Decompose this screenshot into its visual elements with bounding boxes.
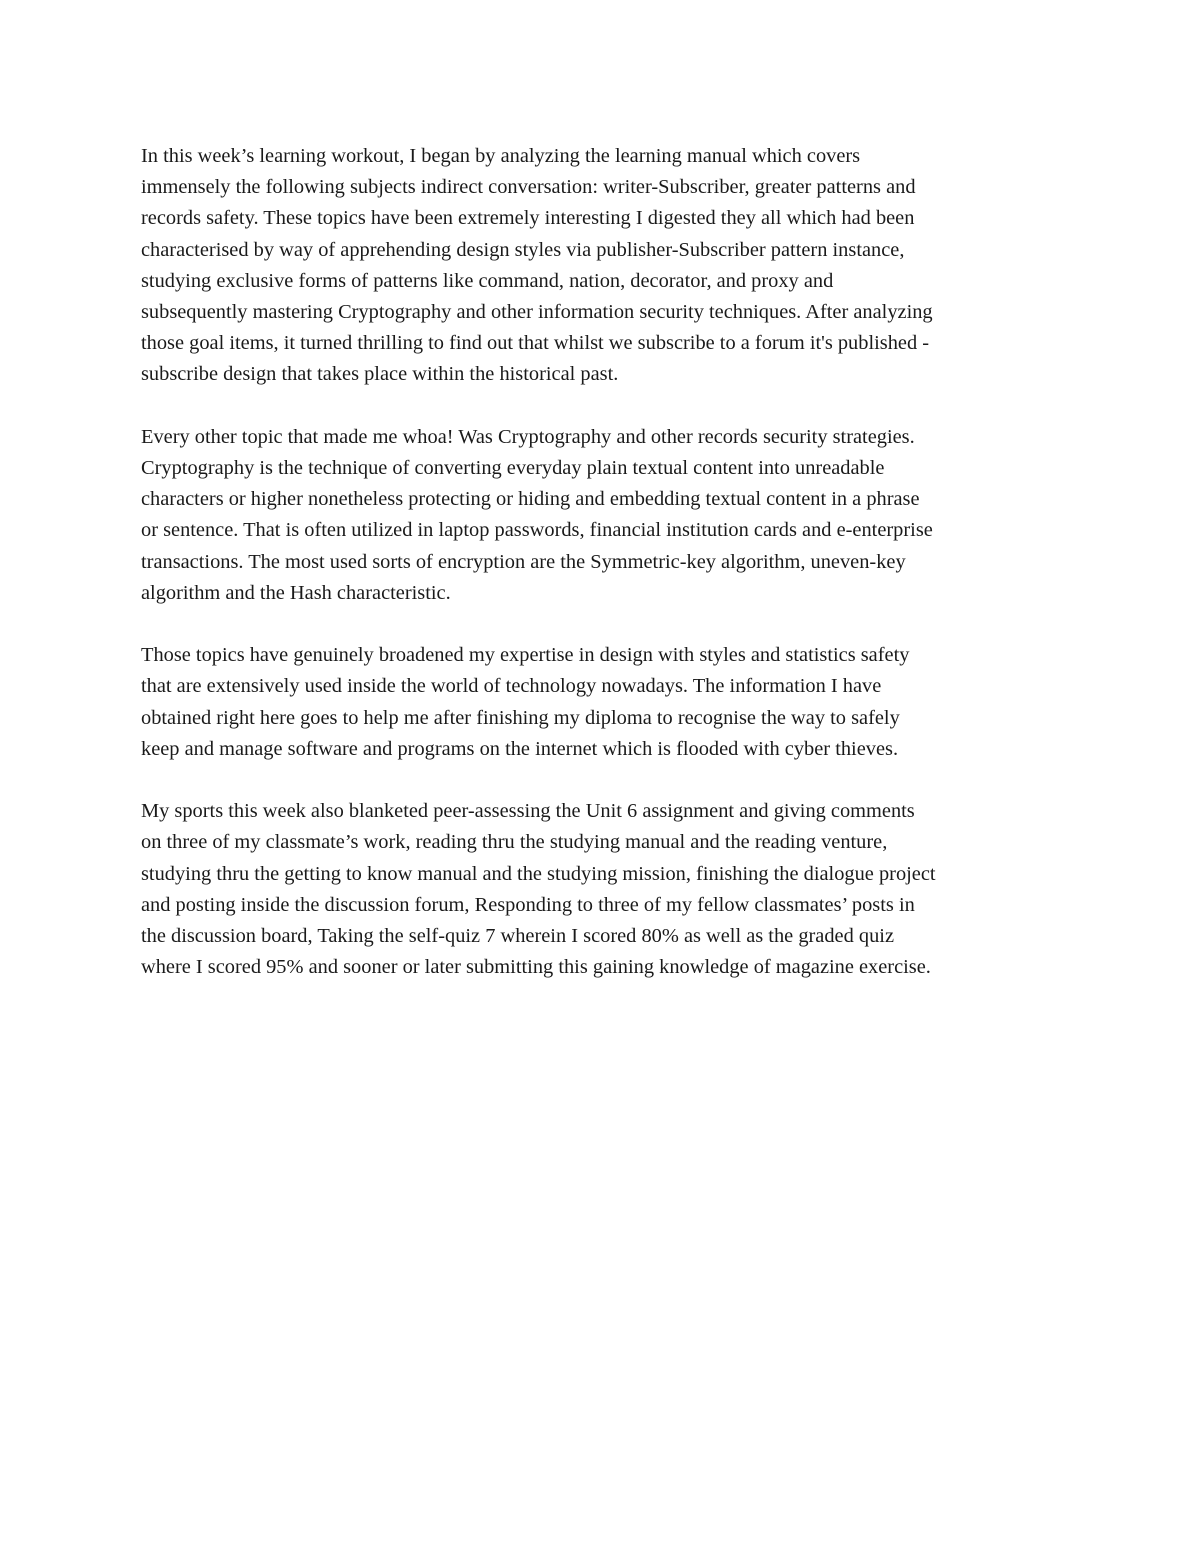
paragraph-line: obtained right here goes to help me after finishing my diploma to recognise the way to safely (141, 706, 900, 729)
paragraph-line: In this week’s learning workout, I began by analyzing the learning manual which covers (141, 145, 861, 167)
document-body (141, 141, 1063, 1015)
paragraph-learning-workout (141, 141, 1063, 391)
paragraph-line: that are extensively used inside the world of technology nowadays. The information I have (141, 675, 882, 698)
paragraph-line: Cryptography is the technique of converting everyday plain textual content into unreadable (141, 457, 885, 480)
paragraph-expertise (141, 640, 1063, 765)
paragraph-line: characters or higher nonetheless protecting or hiding and embedding textual content in a phrase (141, 488, 920, 511)
paragraph-line: subsequently mastering Cryptography and other information security techniques. After analyzing (141, 301, 933, 324)
paragraph-line: Those topics have genuinely broadened my expertise in design with styles and statistics safety (141, 644, 910, 667)
paragraph-line: immensely the following subjects indirect conversation: writer-Subscriber, greater patterns and (141, 176, 916, 199)
paragraph-line: transactions. The most used sorts of encryption are the Symmetric-key algorithm, uneven-key (141, 550, 906, 573)
paragraph-line: where I scored 95% and sooner or later submitting this gaining knowledge of magazine exercise. (141, 956, 931, 979)
paragraph-line: Every other topic that made me whoa! Was Cryptography and other records security strategies. (141, 425, 915, 448)
paragraph-line: studying thru the getting to know manual and the studying mission, finishing the dialogue project (141, 862, 936, 885)
paragraph-line: on three of my classmate’s work, reading thru the studying manual and the reading venture, (141, 831, 888, 854)
paragraph-line: subscribe design that takes place within the historical past. (141, 363, 619, 386)
paragraph-line: studying exclusive forms of patterns like command, nation, decorator, and proxy and (141, 269, 834, 292)
paragraph-activities (141, 796, 1063, 983)
paragraph-line: or sentence. That is often utilized in laptop passwords, financial institution cards and e-enterprise (141, 519, 933, 542)
paragraph-line: the discussion board, Taking the self-quiz 7 wherein I scored 80% as well as the graded quiz (141, 925, 894, 948)
paragraph-line: My sports this week also blanketed peer-assessing the Unit 6 assignment and giving comments (141, 800, 915, 823)
paragraph-line: algorithm and the Hash characteristic. (141, 581, 451, 604)
paragraph-cryptography (141, 422, 1063, 609)
paragraph-line: keep and manage software and programs on the internet which is flooded with cyber thieves. (141, 737, 899, 760)
paragraph-line: characterised by way of apprehending design styles via publisher-Subscriber pattern instance, (141, 238, 905, 261)
paragraph-line: those goal items, it turned thrilling to find out that whilst we subscribe to a forum it's published - (141, 332, 930, 355)
paragraph-line: and posting inside the discussion forum, Responding to three of my fellow classmates’ posts in (141, 893, 915, 916)
paragraph-line: records safety. These topics have been extremely interesting I digested they all which had been (141, 207, 915, 230)
